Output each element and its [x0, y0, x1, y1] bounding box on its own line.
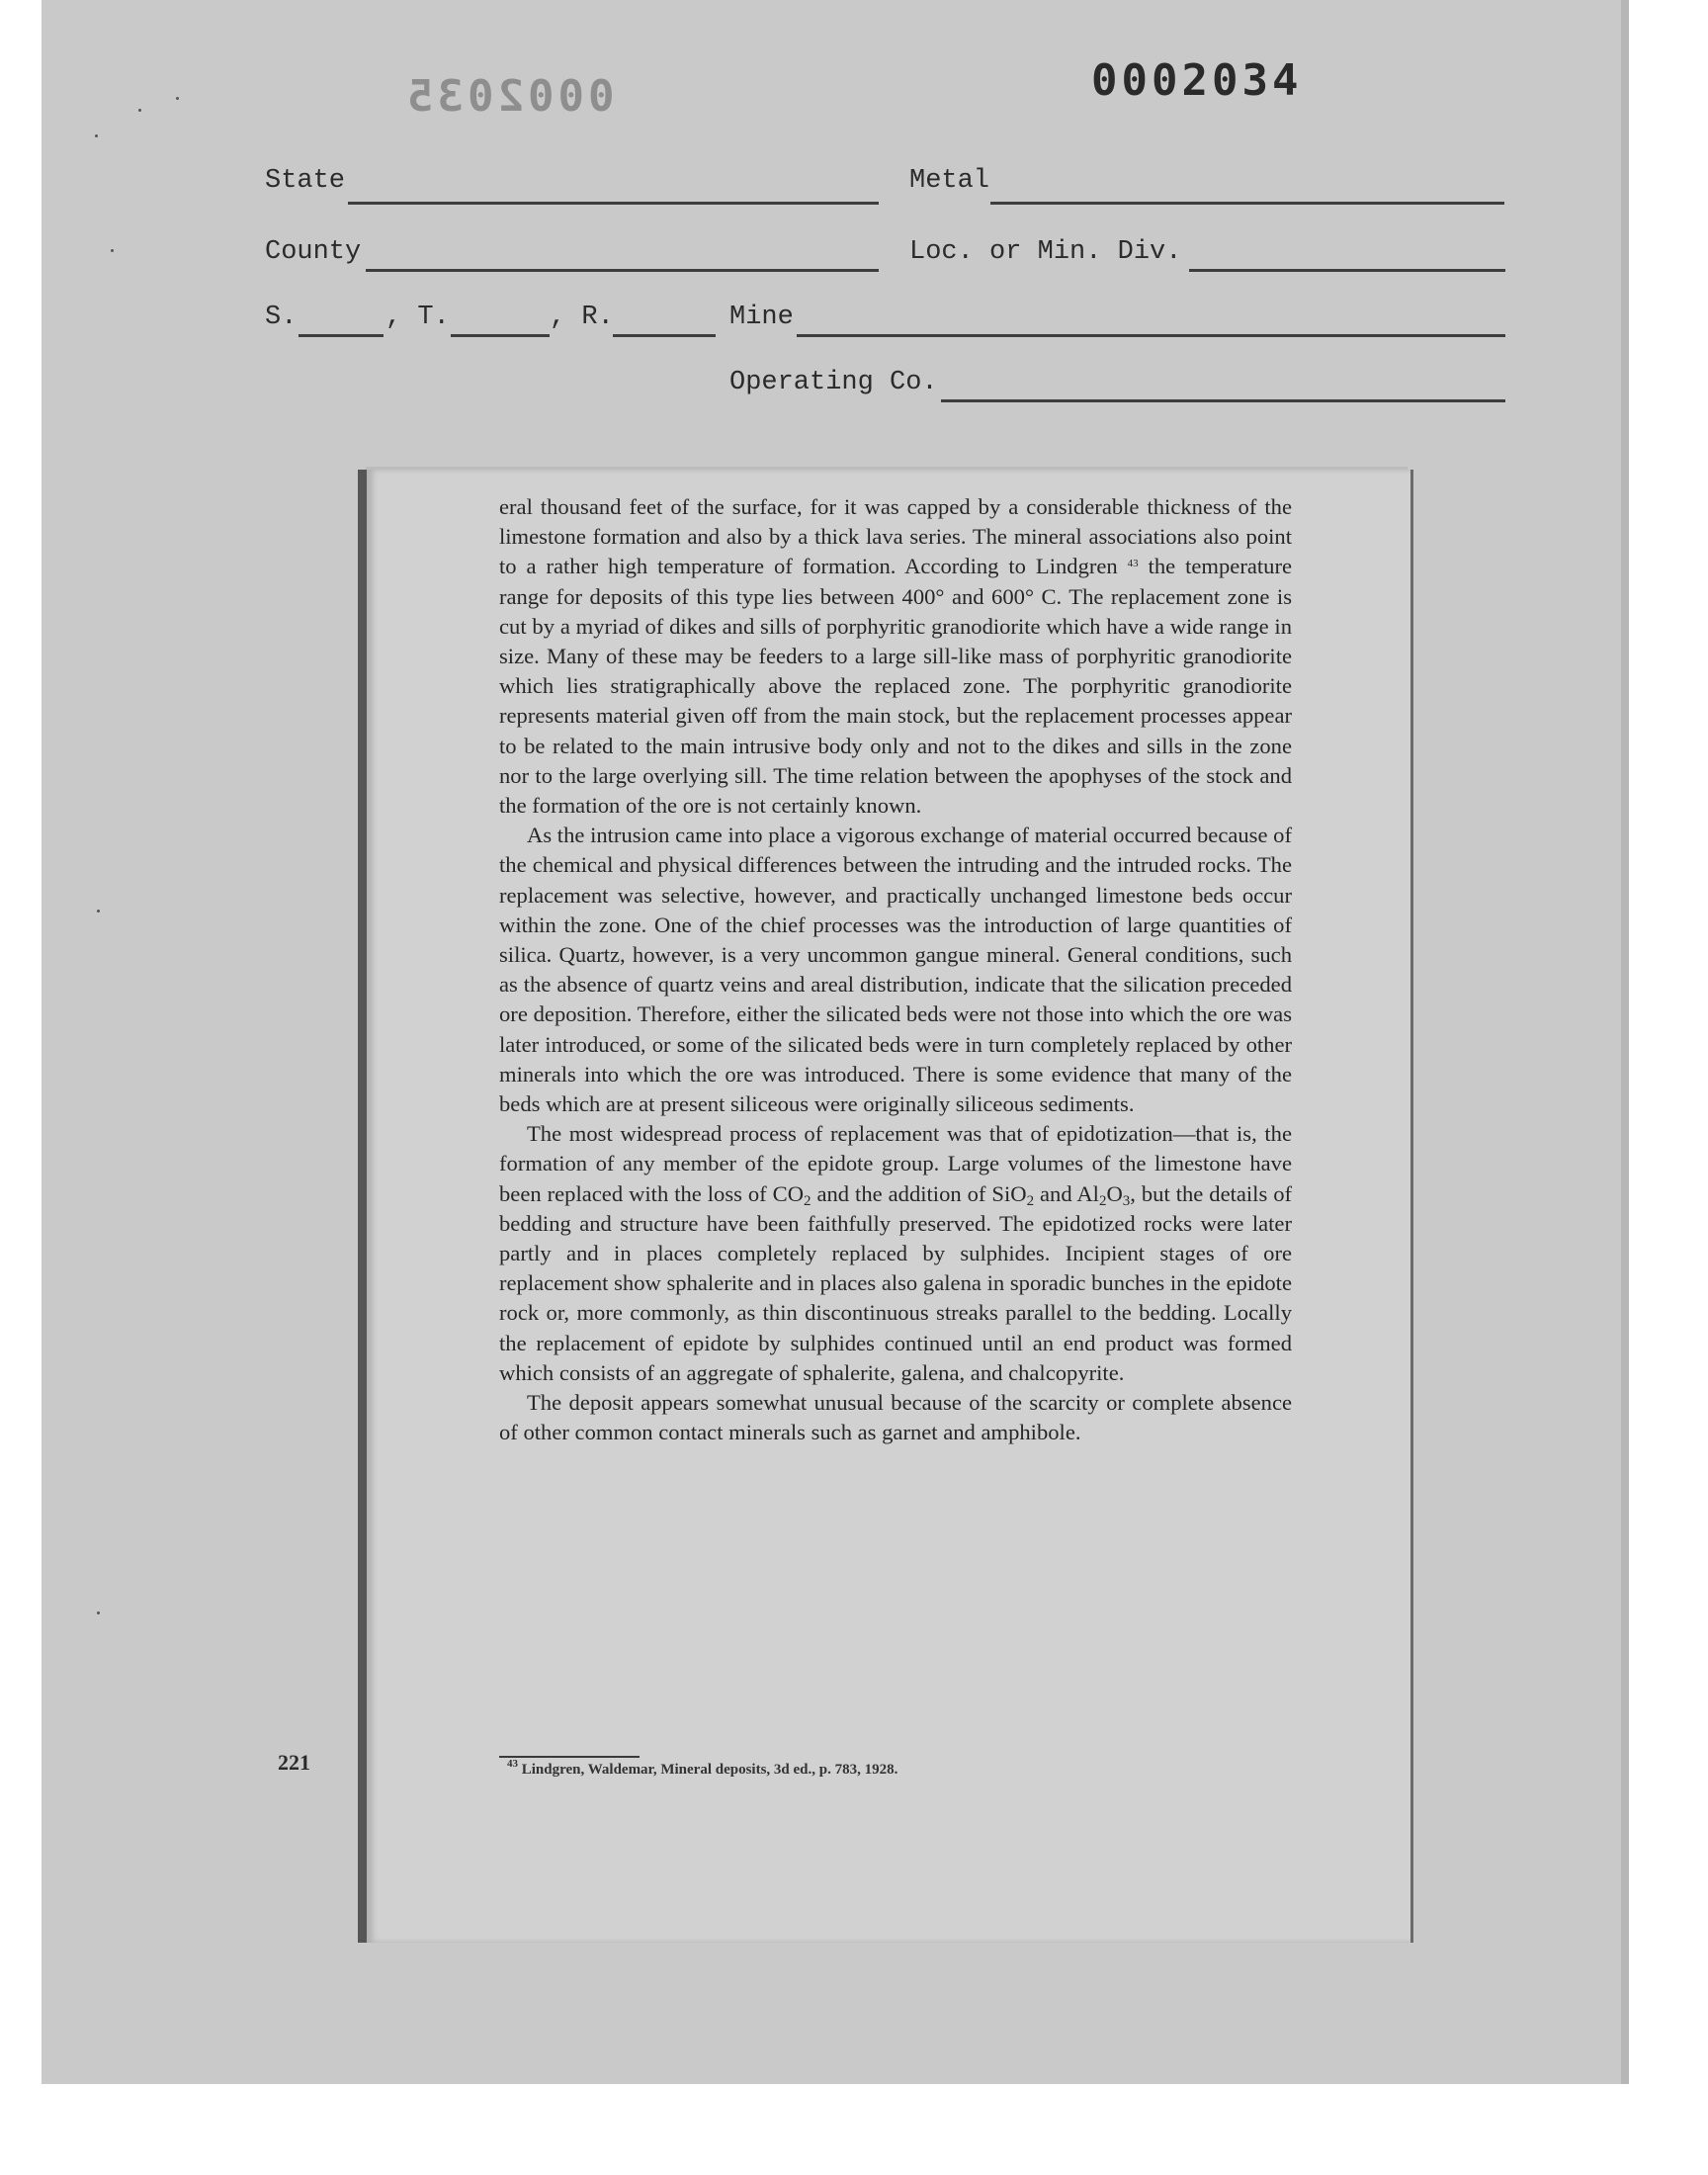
county-label: County	[265, 237, 362, 267]
document-number-stamp: 0002034	[1091, 55, 1303, 106]
footnote-rule	[499, 1756, 640, 1758]
speck	[95, 134, 98, 137]
loc-label: Loc. or Min. Div.	[909, 237, 1182, 267]
mine-field[interactable]	[797, 334, 1505, 337]
range-field[interactable]	[613, 334, 716, 337]
footnote: $^{43}$ Lindgren, Waldemar, Mineral deposits, 3d ed., p. 783, 1928.	[507, 1758, 898, 1778]
speck	[176, 97, 179, 100]
metal-label: Metal	[909, 166, 990, 196]
offset-number-stamp: 0002035	[403, 71, 615, 122]
state-field[interactable]	[348, 202, 879, 205]
range-label: , R.	[550, 303, 614, 332]
footnote-marker: 43	[1127, 558, 1139, 570]
page-number: 221	[278, 1750, 310, 1775]
operating-co-label: Operating Co.	[729, 368, 938, 397]
speck	[97, 910, 100, 913]
state-label: State	[265, 166, 346, 196]
township-field[interactable]	[451, 334, 550, 337]
paragraph-4: The deposit appears somewhat unusual because of the scarcity or complete absence of other common contact minerals such as garnet and amphibole.	[499, 1390, 1292, 1445]
speck	[111, 249, 114, 252]
township-label: , T.	[385, 303, 450, 332]
sheet-edge	[1621, 0, 1629, 2084]
mine-label: Mine	[729, 303, 794, 332]
section-field[interactable]	[299, 334, 384, 337]
county-field[interactable]	[366, 269, 879, 272]
loc-field[interactable]	[1189, 269, 1505, 272]
paragraph-3: The most widespread process of replacement was that of epidotization—that is, the formation of any member of the epidote group. Large volumes of the limestone have been replaced with the loss of $CO_2$ and the addition of SiO$_2$ and $Al_2O_3$, but the details of bedding and structure have been faithfully preserved. The epidotized rocks were later partly and in places completely replaced by sulphides. Incipient stages of ore replacement show sphalerite and in places also galena in sporadic bunches in the epidote rock or, more commonly, as thin discontinuous streaks parallel to the bedding. Locally the replacement of epidote by sulphides continued until an end product was formed which consists of an aggregate of sphalerite, galena, and chalcopyrite.	[499, 1121, 1293, 1385]
metal-field[interactable]	[990, 202, 1504, 205]
speck	[138, 109, 141, 112]
paragraph-1: eral thousand feet of the surface, for it was capped by a considerable thickness of the limestone formation and also by a thick lava series. The mineral associations also point to a rather high temperature of formation. According to Lindgren $^{43}$ the temperature range for deposits of this type lies between 400° and 600° C. The replacement zone is cut by a myriad of dikes and sills of porphyritic granodiorite which have a wide range in size. Many of these may be feeders to a large sill-like mass of porphyritic granodiorite which lies stratigraphically above the replaced zone. The porphyritic granodiorite represents material given off from the main stock, but the replacement processes appear to be related to the main intrusive body only and not to the dikes and sills in the zone nor to the large overlying sill. The time relation between the apophyses of the stock and the formation of the ore is not certainly known.	[499, 494, 1293, 819]
paragraph-2: As the intrusion came into place a vigorous exchange of material occurred because of the chemical and physical differences between the intruding and the intruded rocks. The replacement was selective, however, and practically unchanged limestone beds occur within the zone. One of the chief processes was the introduction of large quantities of silica. Quartz, however, is a very uncommon gangue mineral. General conditions, such as the absence of quartz veins and areal distribution, indicate that the silication preceded ore deposition. Therefore, either the silicated beds were not those into which the ore was later introduced, or some of the silicated beds were in turn completely replaced by other minerals into which the ore was introduced. There is some evidence that many of the beds which are at present siliceous were originally siliceous sediments.	[499, 823, 1292, 1117]
body-text	[499, 492, 1292, 1448]
operating-co-field[interactable]	[941, 399, 1505, 402]
speck	[97, 1611, 100, 1614]
section-label: S.	[265, 303, 298, 332]
